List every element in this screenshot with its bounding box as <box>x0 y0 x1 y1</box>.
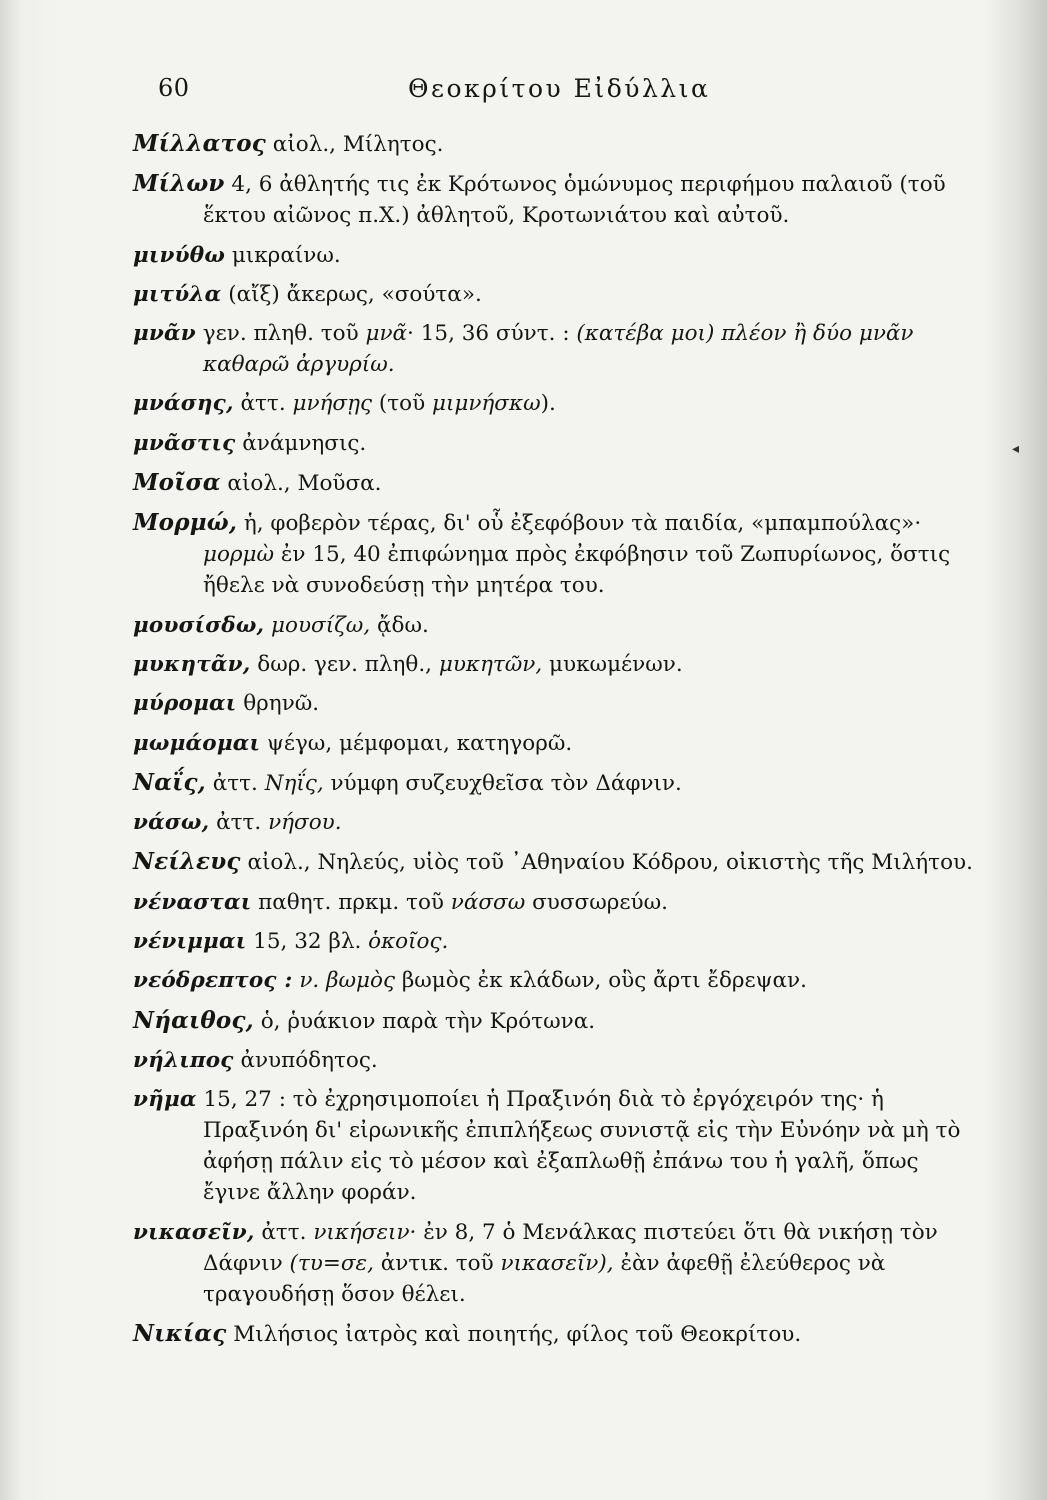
entry-headword: νήλιπος <box>133 1047 234 1073</box>
glossary-entry <box>133 688 978 719</box>
entry-text: δωρ. γεν. πληθ., <box>250 651 439 677</box>
entry-text: · 15, 36 σύντ. : <box>407 321 577 347</box>
entry-italic-text: μυκητῶν, <box>438 651 543 677</box>
glossary-entry <box>133 846 978 878</box>
page-number: 60 <box>158 74 190 102</box>
entry-text: ἀνυπόδητος. <box>233 1047 378 1073</box>
entry-headword: μνάσης, <box>133 391 234 417</box>
entry-text: ἀντικ. τοῦ <box>373 1250 501 1276</box>
entry-headword: μωμάομαι <box>133 730 261 756</box>
entry-text: ψέγω, μέμφομαι, κατηγορῶ. <box>260 730 573 756</box>
entry-headword: μνᾶστις <box>133 430 236 456</box>
entry-text: νύμφη συζευχθεῖσα τὸν Δάφνιν. <box>323 770 682 796</box>
glossary-entry <box>133 128 978 160</box>
entry-text: βωμὸς ἐκ κλάδων, οὓς ἄρτι ἔδρεψαν. <box>395 968 807 994</box>
entry-text: ἀττ. <box>205 770 265 796</box>
entry-headword: μιτύλα <box>133 281 222 307</box>
entry-italic-text: μορμὼ <box>203 542 275 568</box>
glossary-entry <box>133 507 978 601</box>
page-header <box>158 72 978 116</box>
glossary-entry <box>133 467 978 499</box>
glossary-entry <box>133 965 978 996</box>
entry-italic-text: ν. βωμὸς <box>299 968 396 994</box>
entry-italic-text: Νηΐς, <box>264 770 324 796</box>
running-title: Θεοκρίτου Εἰδύλλια <box>408 74 711 103</box>
entry-italic-text: μιμνήσκω <box>431 391 541 417</box>
entry-italic-text: (τυ=σε, <box>289 1250 374 1276</box>
entry-italic-text: μνήσῃς <box>292 391 373 417</box>
entry-text: ἡ, φοβερὸν τέρας, δι' οὗ ἐξεφόβουν τὰ παιδία, «μπαμπούλας»· <box>237 511 922 537</box>
glossary-entry <box>133 610 978 641</box>
entry-text: 15, 32 βλ. <box>246 929 369 955</box>
glossary-entry <box>133 1084 978 1208</box>
entry-italic-text: νικήσειν· <box>313 1219 417 1245</box>
glossary-entry <box>133 240 978 271</box>
entry-text: (αἴξ) ἄκερως, «σούτα». <box>221 281 482 307</box>
entry-text: 4, 6 ἀθλητής τις ἐκ Κρότωνος ὁμώνυμος περιφήμου παλαιοῦ (τοῦ ἕκτου αἰῶνος π.Χ.) ἀθλητοῦ, Κροτωνιάτου καὶ αὐτοῦ. <box>203 172 946 229</box>
entry-text: (τοῦ <box>372 391 432 417</box>
entry-text: μυκωμένων. <box>542 651 683 677</box>
entry-text: αἰολ., Μίλητος. <box>265 132 444 157</box>
entry-text: θρηνῶ. <box>236 691 320 717</box>
glossary-entry <box>133 1005 978 1037</box>
entry-text: αἰολ., Νηλεύς, υἱὸς τοῦ ᾿Αθηναίου Κόδρου, οἰκιστὴς τῆς Μιλήτου. <box>240 850 973 876</box>
entry-headword: νένιμμαι <box>133 929 247 955</box>
entry-text: παθητ. πρκμ. τοῦ <box>251 889 451 915</box>
entry-text: αἰολ., Μοῦσα. <box>220 471 382 497</box>
glossary-entry <box>133 887 978 918</box>
entry-italic-text: νάσσω <box>450 889 526 915</box>
entry-text: ἐν 8, 7 ὁ Μενάλκας πιστεύει ὅτι θὰ νικήσῃ τὸν Δάφνιν <box>203 1219 938 1276</box>
entry-text: ἐὰν ἀφεθῇ ἐλεύθερος νὰ τραγουδήσῃ ὅσον θέλει. <box>203 1250 886 1307</box>
entry-headword: Νείλευς <box>133 848 241 876</box>
entry-headword: Μίλλατος <box>133 130 266 157</box>
entry-headword: νεόδρεπτος : <box>133 968 293 994</box>
entry-text: 15, 27 : τὸ ἐχρησιμοποίει ἡ Πραξινόη διὰ τὸ ἐργόχειρόν της· ἡ Πραξινόη δι' εἰρωνικῆς ἐπιπλήξεως συνιστᾷ εἰς τὴν Εὐνόην νὰ μὴ τὸ ἀφήσῃ πάλιν εἰς τὸ μέσον καὶ ἐξαπλωθῇ ἐπάνω του ἡ γαλῆ, ὅπως ἔγινε ἄλλην φοράν. <box>196 1087 961 1206</box>
entry-headword: νικασεῖν, <box>133 1219 255 1245</box>
entry-text: μικραίνω. <box>225 242 341 268</box>
entry-text: γεν. πληθ. τοῦ <box>195 321 366 347</box>
entry-text: ἀττ. <box>254 1219 314 1245</box>
entry-text: ). <box>540 391 556 417</box>
entry-headword: μνᾶν <box>133 321 196 347</box>
glossary-entry <box>133 1318 978 1350</box>
glossary-entry <box>133 388 978 419</box>
entry-headword: νένασται <box>133 889 252 915</box>
glossary-entry <box>133 318 978 380</box>
entry-text: ἐν 15, 40 ἐπιφώνημα πρὸς ἐκφόβησιν τοῦ Ζωπυρίωνος, ὅστις ἤθελε νὰ συνοδεύσῃ τὴν μητέρα του. <box>203 542 951 599</box>
entry-text: ἀττ. <box>209 810 269 836</box>
entry-text: ἀνάμνησις. <box>235 430 367 456</box>
entry-headword: Μίλων <box>133 170 225 198</box>
entry-headword: μύρομαι <box>133 691 237 717</box>
entry-text: Μιλήσιος ἰατρὸς καὶ ποιητής, φίλος τοῦ Θεοκρίτου. <box>226 1321 802 1347</box>
entry-headword: μυκητᾶν, <box>133 651 251 677</box>
glossary-entry <box>133 767 978 799</box>
glossary-entry <box>133 807 978 838</box>
entry-headword: Μορμώ, <box>133 509 238 537</box>
entry-headword: Νικίας <box>133 1319 227 1347</box>
entry-italic-text: μνᾶ <box>365 321 408 347</box>
entry-italic-text: νήσου. <box>268 810 342 836</box>
glossary-entry <box>133 168 978 231</box>
glossary-entry <box>133 428 978 459</box>
entry-headword: νάσω, <box>133 810 210 836</box>
entry-text: ἀττ. <box>233 391 293 417</box>
entry-italic-text: (κατέβα μοι) πλέον ἢ δύο μνᾶν καθαρῶ ἀργυρίω. <box>203 321 914 378</box>
entry-headword: νῆμα <box>133 1087 197 1113</box>
glossary-entry <box>133 926 978 957</box>
glossary-entry <box>133 1045 978 1076</box>
margin-arrow-mark: ◂ <box>1012 441 1020 457</box>
entry-text: ᾄδω. <box>370 612 429 638</box>
glossary-entry <box>133 279 978 310</box>
glossary-entry <box>133 649 978 680</box>
entry-headword: Ναΐς, <box>133 768 206 796</box>
entry-italic-text: μουσίζω, <box>271 612 371 638</box>
entry-headword: μινύθω <box>133 242 225 268</box>
entry-headword: Νήαιθος, <box>133 1006 254 1034</box>
entry-text: συσσωρεύω. <box>525 889 668 915</box>
glossary-entry <box>133 728 978 759</box>
glossary-entry <box>133 1217 978 1310</box>
entry-italic-text: ὁκοῖος. <box>368 929 449 955</box>
glossary-entries <box>133 128 978 1358</box>
entry-headword: μουσίσδω, <box>133 612 265 638</box>
entry-italic-text: νικασεῖν), <box>500 1250 614 1276</box>
entry-headword: Μοῖσα <box>133 469 221 497</box>
entry-text: ὁ, ῥυάκιον παρὰ τὴν Κρότωνα. <box>253 1008 596 1034</box>
